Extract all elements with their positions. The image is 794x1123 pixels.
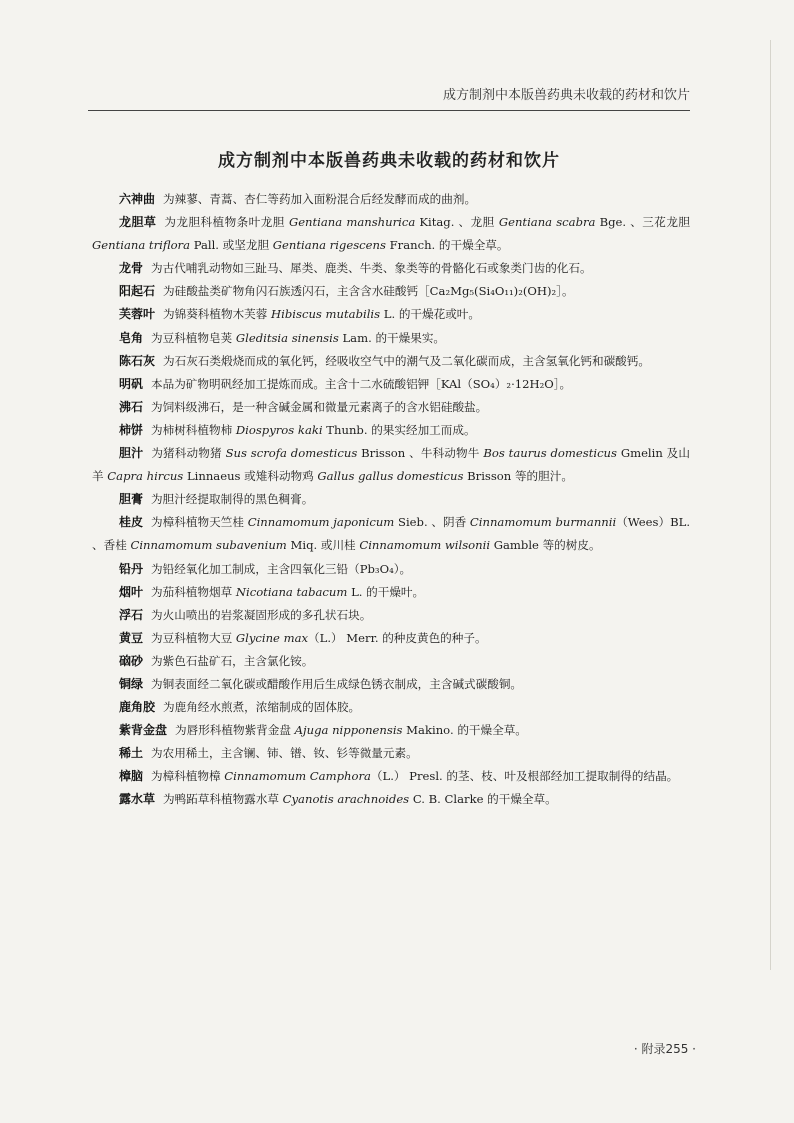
entry-definition xyxy=(151,746,418,760)
page-number: · 附录255 · xyxy=(633,1042,696,1056)
definition-text: Kitag. 、龙胆 xyxy=(415,215,499,230)
entry xyxy=(92,257,690,280)
entry xyxy=(92,419,690,442)
definition-text: Brisson 、牛科动物牛 xyxy=(357,446,484,461)
entry-definition xyxy=(163,354,650,368)
latin-name: Glycine max xyxy=(235,630,309,645)
entry-term: 桂皮 xyxy=(119,515,144,530)
latin-name: Gentiana triflora xyxy=(92,238,191,253)
definition-text: 为鸭跖草科植物露水草 xyxy=(163,792,283,807)
entry-term: 浮石 xyxy=(119,607,144,622)
definition-text: Thunb. 的果实经加工而成。 xyxy=(322,422,476,437)
entry-term: 黄豆 xyxy=(119,630,144,645)
definition-text: 为铅经氧化加工制成，主含四氧化三铅（Pb₃O₄）。 xyxy=(151,561,412,576)
latin-name: Cyanotis arachnoides xyxy=(282,792,410,807)
entry xyxy=(92,280,690,303)
latin-name: Gallus gallus domesticus xyxy=(317,469,464,484)
definition-text: 为豆科植物大豆 xyxy=(151,630,236,645)
definition-text: 为火山喷出的岩浆凝固形成的多孔状石块。 xyxy=(151,607,372,622)
definition-text: 本品为矿物明矾经加工提炼而成。主含十二水硫酸铝钾［KAl（SO₄）₂·12H₂O］。 xyxy=(151,376,572,391)
definition-text: Sieb. 、阴香 xyxy=(394,515,470,530)
definition-text: 为樟科植物樟 xyxy=(151,769,225,784)
entry-definition xyxy=(151,769,678,783)
definition-text: 为茄科植物烟草 xyxy=(151,584,236,599)
entry xyxy=(92,188,690,211)
entry-term: 龙骨 xyxy=(119,261,144,276)
entry xyxy=(92,511,690,557)
definition-text: Miq. 或川桂 xyxy=(286,538,360,553)
definition-text: 为柿树科植物柿 xyxy=(151,422,236,437)
entry xyxy=(92,604,690,627)
entry-term: 胆汁 xyxy=(119,446,144,461)
entry-definition xyxy=(151,400,487,414)
latin-name: Nicotiana tabacum xyxy=(235,584,348,599)
latin-name: Gleditsia sinensis xyxy=(235,330,339,345)
latin-name: Cinnamomum Camphora xyxy=(224,769,371,784)
definition-text: 为豆科植物皂荚 xyxy=(151,330,236,345)
entry xyxy=(92,350,690,373)
page-title: 成方制剂中本版兽药典未收载的药材和饮片 xyxy=(218,151,560,171)
entry-definition xyxy=(163,792,557,806)
definition-text: 为胆汁经提取制得的黑色稠膏。 xyxy=(151,492,314,507)
entry-term: 芙蓉叶 xyxy=(119,307,156,322)
definition-text: 为饲料级沸石，是一种含碱金属和微量元素离子的含水铝硅酸盐。 xyxy=(151,399,488,414)
entry-definition xyxy=(92,215,690,252)
entry xyxy=(92,396,690,419)
entry-term: 明矾 xyxy=(119,376,144,391)
latin-name: Gentiana manshurica xyxy=(288,215,416,230)
definition-text: 为唇形科植物紫背金盘 xyxy=(175,723,295,738)
entry xyxy=(92,719,690,742)
entry-term: 陈石灰 xyxy=(119,353,156,368)
entry-definition xyxy=(151,562,411,576)
entry-definition xyxy=(151,608,371,622)
latin-name: Cinnamomum wilsonii xyxy=(359,538,491,553)
entry xyxy=(92,211,690,257)
definition-text: 为紫色石盐矿石，主含氯化铵。 xyxy=(151,653,314,668)
entry xyxy=(92,327,690,350)
entry-term: 龙胆草 xyxy=(119,215,157,230)
definition-text: Bge. 、三花龙胆 xyxy=(595,215,690,230)
entry-term: 露水草 xyxy=(119,792,156,807)
entry xyxy=(92,765,690,788)
latin-name: Cinnamomum japonicum xyxy=(247,515,395,530)
definition-text: 为农用稀土，主含镧、铈、镨、钕、钐等微量元素。 xyxy=(151,746,418,761)
entry-term: 铅丹 xyxy=(119,561,144,576)
definition-text: 为辣蓼、青蒿、杏仁等药加入面粉混合后经发酵而成的曲剂。 xyxy=(163,192,477,206)
definition-text: 为石灰石类煅烧而成的氧化钙，经吸收空气中的潮气及二氧化碳而成，主含氢氧化钙和碳酸钙。 xyxy=(163,353,650,368)
entry-term: 胆膏 xyxy=(119,492,144,507)
definition-text: C. B. Clarke 的干燥全草。 xyxy=(409,792,557,807)
entry xyxy=(92,558,690,581)
latin-name: Gentiana rigescens xyxy=(272,238,386,253)
entry xyxy=(92,373,690,396)
definition-text: L. 的干燥叶。 xyxy=(347,584,425,599)
running-header: 成方制剂中本版兽药典未收载的药材和饮片 xyxy=(442,88,690,103)
entry-definition xyxy=(163,700,360,714)
latin-name: Hibiscus mutabilis xyxy=(271,307,381,322)
entry-definition xyxy=(151,677,522,691)
entry xyxy=(92,303,690,326)
entry-term: 阳起石 xyxy=(119,284,156,299)
definition-text: Pall. 或坚龙胆 xyxy=(190,238,273,253)
entry-term: 铜绿 xyxy=(119,676,144,691)
entry-definition xyxy=(163,284,574,298)
entry-definition xyxy=(151,423,476,437)
entry-definition xyxy=(151,585,424,599)
latin-name: Bos taurus domesticus xyxy=(483,446,617,461)
definition-text: Lam. 的干燥果实。 xyxy=(338,330,446,345)
entry-term: 紫背金盘 xyxy=(119,723,168,738)
entry xyxy=(92,581,690,604)
definition-text: Linnaeus 或雉科动物鸡 xyxy=(183,469,318,484)
entry-term: 皂角 xyxy=(119,330,144,345)
entry-term: 烟叶 xyxy=(119,584,144,599)
entry xyxy=(92,696,690,719)
definition-text: （Wees）BL. 、香桂 xyxy=(92,515,690,553)
entry-definition xyxy=(92,515,690,552)
definition-text: Franch. 的干燥全草。 xyxy=(385,238,509,253)
definition-text: （L.） Presl. 的茎、枝、叶及根部经加工提取制得的结晶。 xyxy=(370,769,679,784)
entry-definition xyxy=(151,492,313,506)
latin-name: Cinnamomum subavenium xyxy=(130,538,287,553)
definition-text: L. 的干燥花或叶。 xyxy=(380,307,480,322)
latin-name: Sus scrofa domesticus xyxy=(225,446,358,461)
entry xyxy=(92,627,690,650)
definition-text: 为鹿角经水煎煮，浓缩制成的固体胶。 xyxy=(163,700,361,715)
definition-text: Brisson 等的胆汁。 xyxy=(463,469,573,484)
entry xyxy=(92,673,690,696)
definition-text: Gmelin 及山羊 xyxy=(92,446,690,484)
entry xyxy=(92,650,690,673)
entry-term: 沸石 xyxy=(119,399,144,414)
entry-term: 鹿角胶 xyxy=(119,700,156,715)
entry-list xyxy=(92,188,690,812)
entry-term: 柿饼 xyxy=(119,422,144,437)
entry-definition xyxy=(151,654,313,668)
page-edge-shadow xyxy=(770,40,771,970)
entry-definition xyxy=(151,331,445,345)
entry-definition xyxy=(175,723,527,737)
latin-name: Cinnamomum burmannii xyxy=(469,515,617,530)
definition-text: Makino. 的干燥全草。 xyxy=(402,723,527,738)
entry-definition xyxy=(163,192,476,206)
entry xyxy=(92,442,690,488)
definition-text: 为锦葵科植物木芙蓉 xyxy=(163,307,272,322)
latin-name: Ajuga nipponensis xyxy=(294,723,403,738)
entry-definition xyxy=(151,377,571,391)
entry-definition xyxy=(151,631,487,645)
definition-text: 为古代哺乳动物如三趾马、犀类、鹿类、牛类、象类等的骨骼化石或象类门齿的化石。 xyxy=(151,261,592,276)
entry-term: 硇砂 xyxy=(119,653,144,668)
entry-term: 稀土 xyxy=(119,746,144,761)
entry-definition xyxy=(151,261,592,275)
definition-text: 为龙胆科植物条叶龙胆 xyxy=(164,215,289,230)
latin-name: Gentiana scabra xyxy=(498,215,596,230)
entry-term: 六神曲 xyxy=(119,192,156,206)
definition-text: 为铜表面经二氧化碳或醋酸作用后生成绿色锈衣制成，主含碱式碳酸铜。 xyxy=(151,676,523,691)
latin-name: Diospyros kaki xyxy=(235,422,323,437)
latin-name: Capra hircus xyxy=(107,469,184,484)
definition-text: （L.） Merr. 的种皮黄色的种子。 xyxy=(308,630,487,645)
header-rule xyxy=(88,110,690,111)
entry-definition xyxy=(163,307,480,321)
definition-text: Gamble 等的树皮。 xyxy=(490,538,601,553)
entry xyxy=(92,742,690,765)
definition-text: 为樟科植物天竺桂 xyxy=(151,515,248,530)
entry-term: 樟脑 xyxy=(119,769,144,784)
entry xyxy=(92,788,690,811)
definition-text: 为猪科动物猪 xyxy=(151,446,226,461)
entry xyxy=(92,488,690,511)
definition-text: 为硅酸盐类矿物角闪石族透闪石，主含含水硅酸钙［Ca₂Mg₅(Si₄O₁₁)₂(OH)₂］。 xyxy=(163,284,574,299)
entry-definition xyxy=(92,446,690,483)
